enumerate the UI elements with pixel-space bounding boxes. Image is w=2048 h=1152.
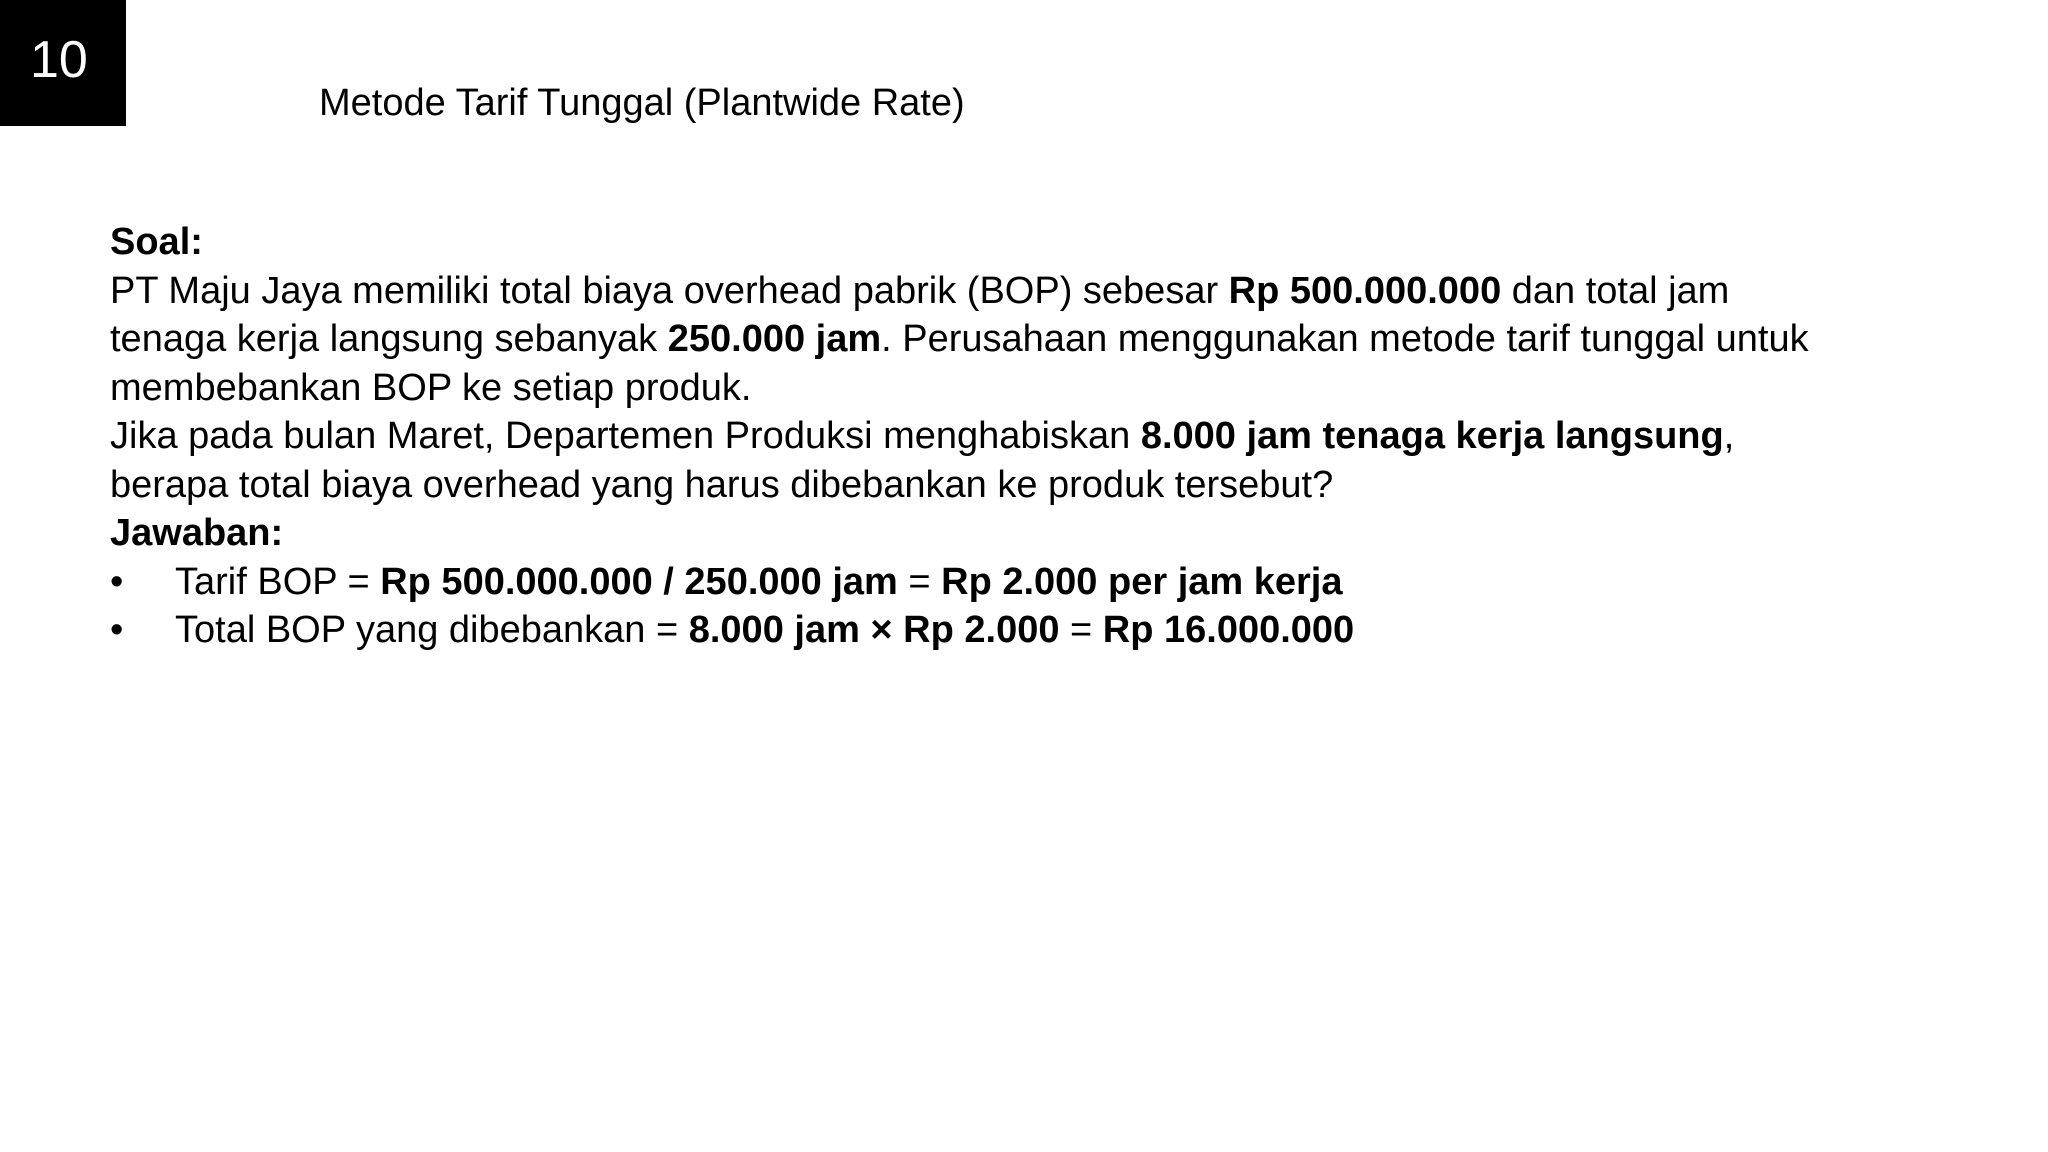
total-formula: 8.000 jam × Rp 2.000: [688, 609, 1060, 651]
total-labor-hours: 250.000 jam: [667, 318, 882, 360]
question-text: , berapa total biaya overhead yang harus dibebankan ke produk tersebut?: [110, 415, 1735, 506]
bullet-icon: •: [110, 560, 124, 603]
answer-item-total: [110, 606, 1810, 655]
slide-content: [110, 218, 1810, 655]
answer-text: Total BOP yang dibebankan =: [175, 609, 689, 651]
question-text: . Perusahaan menggunakan metode tarif tunggal untuk membebankan BOP ke setiap produk.: [110, 318, 1809, 409]
answer-item-rate: [110, 558, 1810, 607]
answer-label: Jawaban:: [110, 512, 284, 554]
question-text: dan total jam tenaga kerja langsung sebanyak: [110, 269, 1730, 360]
question-text: PT Maju Jaya memiliki total biaya overhead pabrik (BOP) sebesar: [110, 269, 1229, 312]
question-text: Jika pada bulan Maret, Departemen Produksi menghabiskan: [110, 415, 1141, 457]
answer-list: [110, 558, 1810, 655]
slide-title: Metode Tarif Tunggal (Plantwide Rate): [319, 82, 965, 124]
total-result: Rp 16.000.000: [1102, 609, 1355, 651]
question-paragraph-2: [110, 412, 1810, 509]
rate-formula: Rp 500.000.000 / 250.000 jam: [380, 560, 898, 603]
equals-sign: =: [1059, 609, 1103, 651]
slide-number: 10: [30, 31, 88, 89]
slide-number-box: [0, 0, 126, 126]
question-label: Soal:: [110, 221, 203, 263]
rate-result: Rp 2.000 per jam kerja: [941, 560, 1343, 603]
total-overhead-amount: Rp 500.000.000: [1228, 269, 1502, 312]
equals-sign: =: [897, 560, 942, 603]
department-labor-hours: 8.000 jam tenaga kerja langsung: [1140, 415, 1724, 457]
answer-text: Tarif BOP =: [175, 560, 381, 603]
bullet-icon: •: [110, 609, 124, 651]
question-paragraph-1: [110, 267, 1810, 413]
